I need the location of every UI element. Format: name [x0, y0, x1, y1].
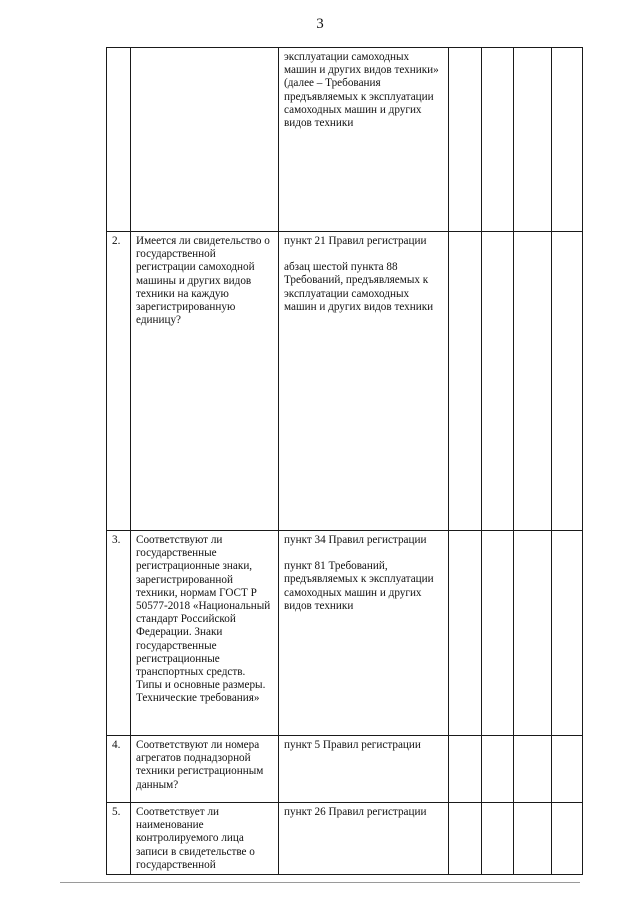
row-number: 4.: [107, 736, 131, 803]
answer-yes-cell[interactable]: [449, 48, 482, 232]
scan-edge-line: [60, 882, 580, 883]
requirement-text: абзац шестой пункта 88 Требований, предъявляемых к эксплуатации самоходных машин и других видов техники: [284, 261, 434, 313]
requirement-text: пункт 26 Правил регистрации: [284, 806, 427, 818]
answer-na-cell[interactable]: [514, 48, 552, 232]
question-cell: Соответствуют ли номера агрегатов поднадзорной техники регистрационным данным?: [131, 736, 279, 803]
requirement-text: пункт 81 Требований, предъявляемых к эксплуатации самоходных машин и других видов техники: [284, 560, 434, 612]
answer-na-cell[interactable]: [514, 531, 552, 736]
answer-na-cell[interactable]: [514, 803, 552, 875]
answer-no-cell[interactable]: [482, 48, 514, 232]
table-row: [107, 531, 583, 736]
note-cell[interactable]: [552, 232, 583, 531]
question-cell: [131, 48, 279, 232]
question-cell: Соответствует ли наименование контролируемого лица записи в свидетельстве о государственной: [131, 803, 279, 875]
question-cell: Соответствуют ли государственные регистрационные знаки, зарегистрированной техники, нормам ГОСТ Р 50577-2018 «Национальный стандарт Российской Федерации. Знаки государственные регистрационные транспортных средств. Типы и основные размеры. Технические требования»: [131, 531, 279, 736]
requirement-cell: [279, 48, 449, 232]
answer-na-cell[interactable]: [514, 232, 552, 531]
note-cell[interactable]: [552, 736, 583, 803]
table-row: [107, 803, 583, 875]
requirement-text: эксплуатации самоходных машин и других видов техники» (далее – Требования предъявляемых к эксплуатации самоходных машин и других видов техники: [284, 51, 439, 130]
requirement-cell: [279, 531, 449, 736]
table-row: [107, 48, 583, 232]
table-row: [107, 736, 583, 803]
checklist-table: [106, 47, 583, 875]
question-cell: Имеется ли свидетельство о государственной регистрации самоходной машины и других видов техники на каждую зарегистрированную единицу?: [131, 232, 279, 531]
requirement-text: пункт 21 Правил регистрации: [284, 235, 427, 247]
requirement-cell: [279, 736, 449, 803]
row-number: [107, 48, 131, 232]
answer-yes-cell[interactable]: [449, 232, 482, 531]
answer-yes-cell[interactable]: [449, 736, 482, 803]
answer-no-cell[interactable]: [482, 736, 514, 803]
note-cell[interactable]: [552, 531, 583, 736]
answer-no-cell[interactable]: [482, 232, 514, 531]
requirement-cell: [279, 803, 449, 875]
table-row: [107, 232, 583, 531]
requirement-text: пункт 5 Правил регистрации: [284, 739, 421, 751]
answer-yes-cell[interactable]: [449, 803, 482, 875]
answer-no-cell[interactable]: [482, 803, 514, 875]
requirement-text: пункт 34 Правил регистрации: [284, 534, 427, 546]
row-number: 5.: [107, 803, 131, 875]
answer-yes-cell[interactable]: [449, 531, 482, 736]
row-number: 2.: [107, 232, 131, 531]
answer-no-cell[interactable]: [482, 531, 514, 736]
note-cell[interactable]: [552, 803, 583, 875]
page-number: 3: [316, 16, 324, 32]
row-number: 3.: [107, 531, 131, 736]
answer-na-cell[interactable]: [514, 736, 552, 803]
note-cell[interactable]: [552, 48, 583, 232]
requirement-cell: [279, 232, 449, 531]
